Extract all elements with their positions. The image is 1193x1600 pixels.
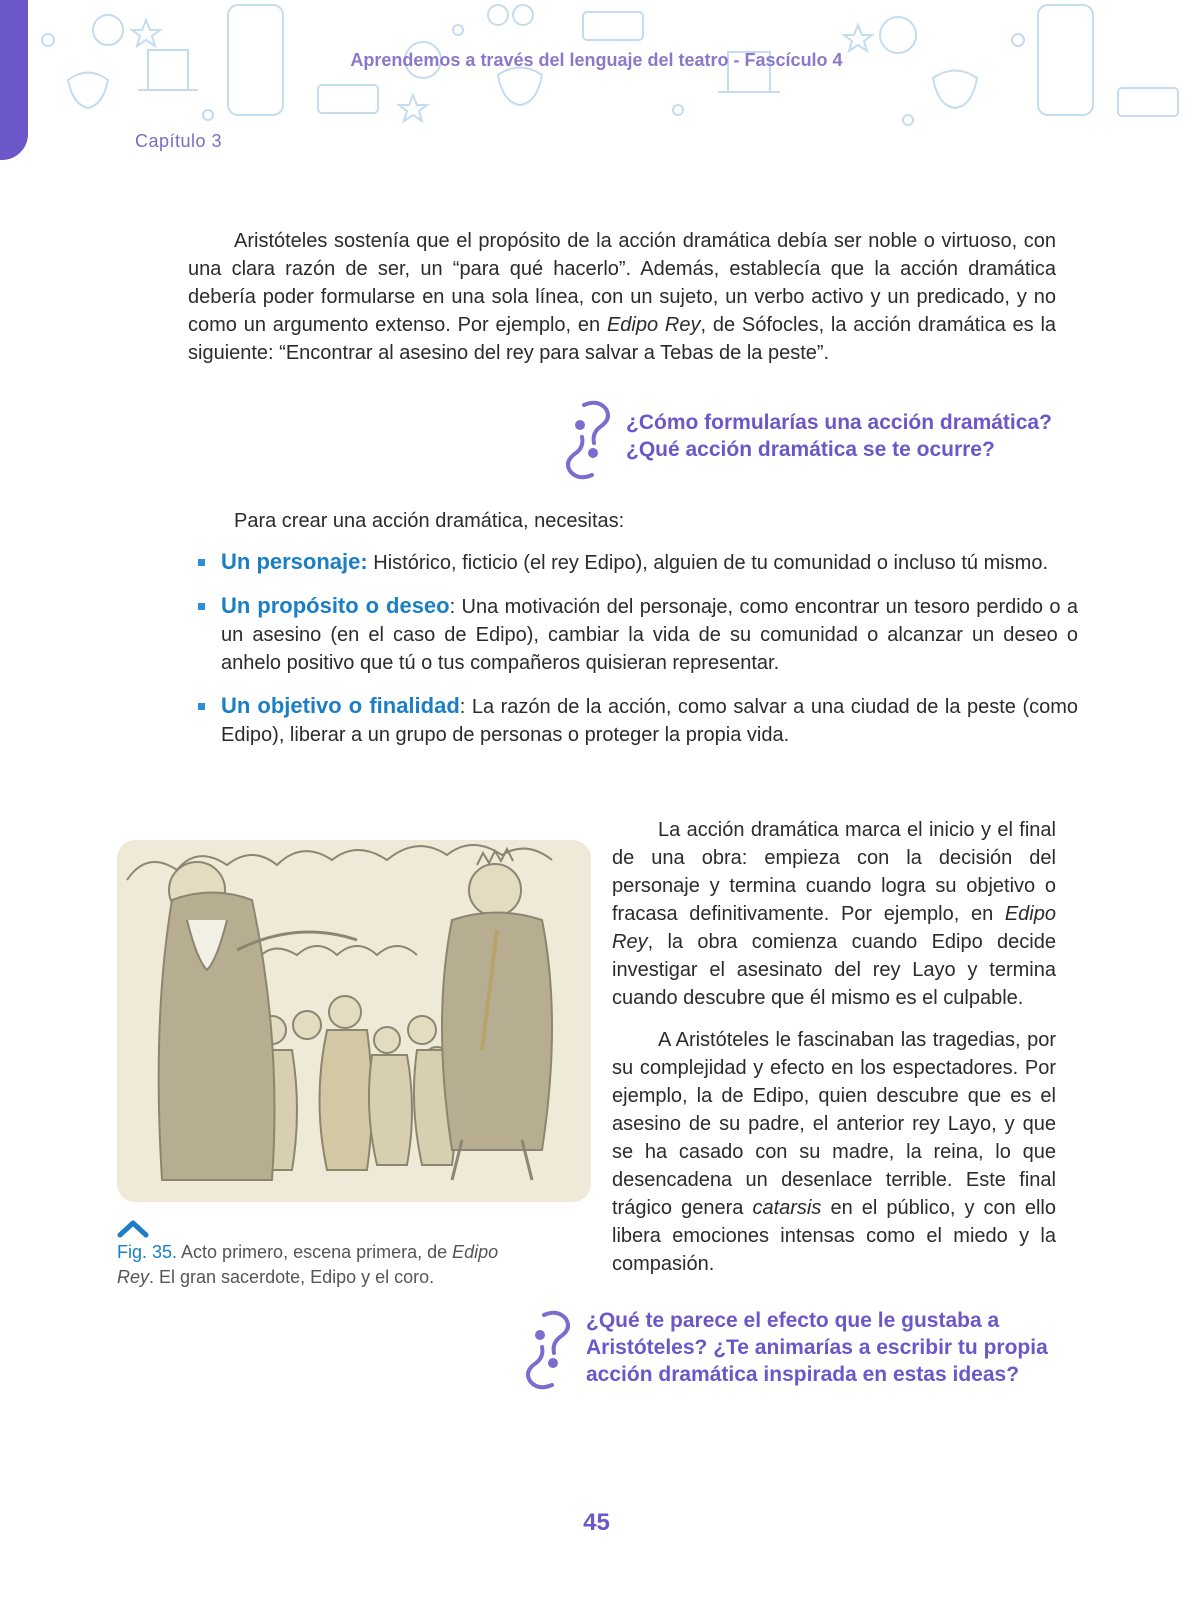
list-item: Un objetivo o finalidad: La razón de la acción, como salvar a una ciudad de la peste (como Edipo), liberar a un grupo de personas o proteger la propia vida.	[196, 692, 1078, 749]
bullet-square-icon	[198, 559, 205, 566]
question-2-line-2: Aristóteles? ¿Te animarías a escribir tu propia	[586, 1336, 1048, 1359]
question-marks-icon	[520, 1305, 578, 1395]
paragraph-tragedies: A Aristóteles le fascinaban las tragedias, por su complejidad y efecto en los espectadores. Por ejemplo, la de Edipo, quien descubre que es el asesino de su padre, el anterior rey Layo, y que se ha casado con su madre, la reina, lo que desencadena un desenlace terrible. Este final trágico genera catarsis en el público, y con ello libera emociones intensas como el miedo y la compasión.	[612, 1029, 1056, 1275]
reflection-question-1	[560, 395, 1052, 485]
page-header-title: Aprendemos a través del lenguaje del teatro - Fascículo 4	[350, 50, 843, 70]
requirements-list	[196, 548, 1078, 764]
chapter-side-tab	[0, 0, 28, 160]
reflection-question-2	[520, 1305, 1048, 1395]
chapter-label: Capítulo 3	[135, 131, 223, 151]
question-marks-icon	[560, 395, 618, 485]
question-1-line-1: ¿Cómo formularías una acción dramática?	[626, 411, 1052, 434]
question-2-line-1: ¿Qué te parece el efecto que le gustaba a	[586, 1309, 1000, 1332]
illustration-drawing	[117, 840, 591, 1202]
question-2-line-3: acción dramática inspirada en estas ideas?	[586, 1363, 1020, 1386]
paragraph-needs: Para crear una acción dramática, necesitas:	[234, 510, 625, 532]
bullet-square-icon	[198, 703, 205, 710]
paragraph-intro: Aristóteles sostenía que el propósito de la acción dramática debía ser noble o virtuoso, con una clara razón de ser, un “para qué hacerlo”. Además, establecía que la acción dramática debería poder formularse en una sola línea, con un sujeto, un verbo activo y un predicado, y no como un argumento extenso. Por ejemplo, en Edipo Rey, de Sófocles, la acción dramática es la siguiente: “Encontrar al asesino del rey para salvar a Tebas de la peste”.	[188, 230, 1057, 364]
list-item: Un propósito o deseo: Una motivación del personaje, como encontrar un tesoro perdido o a un asesino (en el caso de Edipo), cambiar la vida de su comunidad o alcanzar un deseo o anhelo positivo que tú o tus compañeros quisieran representar.	[196, 592, 1078, 677]
oedipus-scene-illustration	[117, 840, 591, 1202]
paragraph-dramatic-action: La acción dramática marca el inicio y el final de una obra: empieza con la decisión del personaje y termina cuando logra su objetivo o fracasa definitivamente. Por ejemplo, en Edipo Rey, la obra comienza cuando Edipo decide investigar el asesinato del rey Layo y termina cuando descubre que él mismo es el culpable.	[612, 819, 1056, 1009]
figure-caption: Fig. 35. Acto primero, escena primera, de Edipo Rey. El gran sacerdote, Edipo y el coro.	[117, 1242, 499, 1287]
chevron-up-icon	[117, 1218, 149, 1238]
list-item: Un personaje: Histórico, ficticio (el rey Edipo), alguien de tu comunidad o incluso tú mismo.	[196, 548, 1078, 577]
bullet-square-icon	[198, 603, 205, 610]
page-number: 45	[583, 1509, 610, 1536]
question-1-line-2: ¿Qué acción dramática se te ocurre?	[626, 438, 995, 461]
